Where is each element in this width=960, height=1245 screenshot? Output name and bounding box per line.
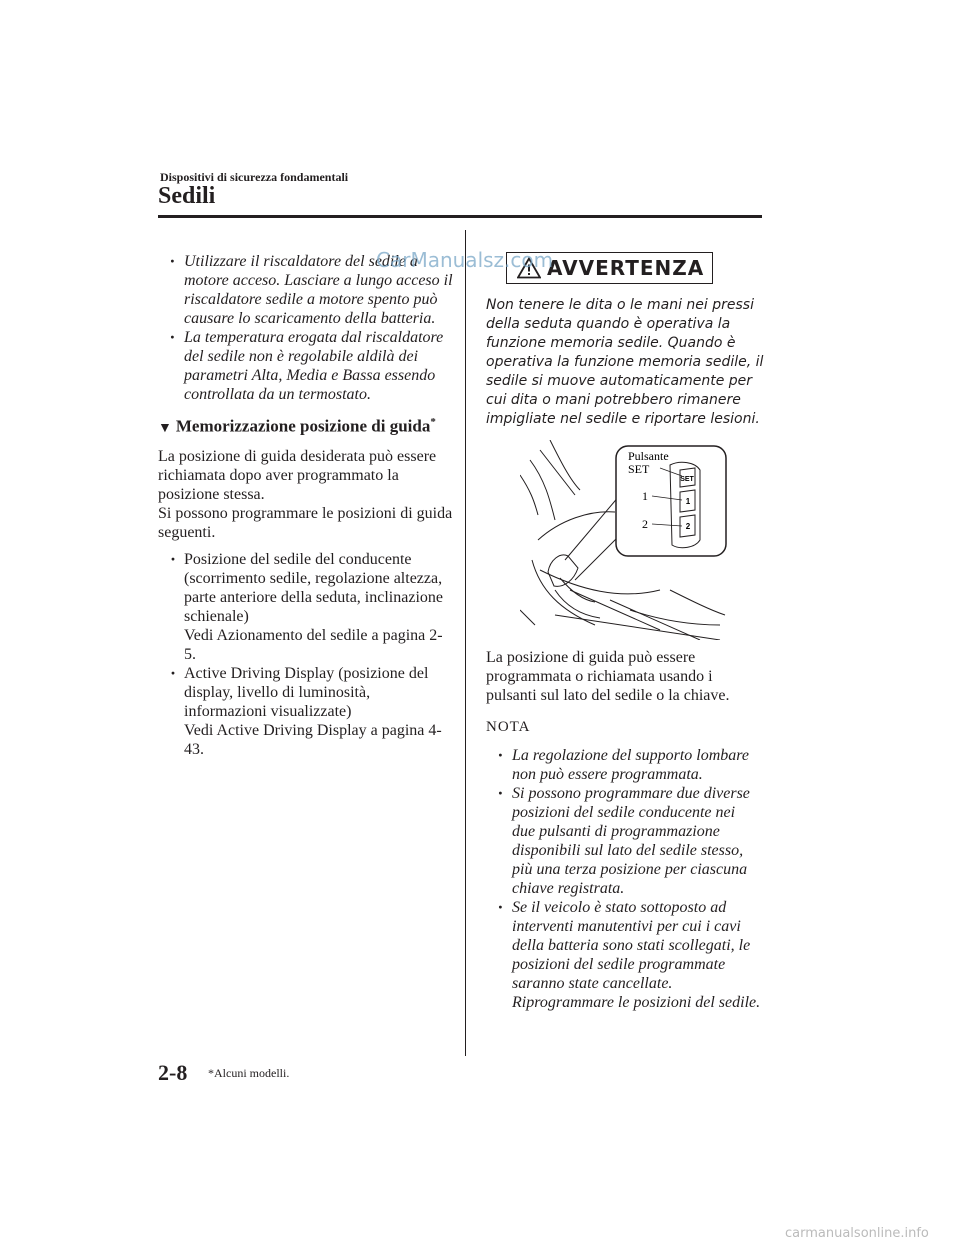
watermark-top: CarManualsz.com	[376, 248, 554, 272]
list-item: · Utilizzare il riscaldatore del sedile a motore acceso. Lasciare a lungo acceso il riscaldatore sedile a motore spento può causare lo scaricamento della batteria.	[158, 252, 454, 328]
page-reference: Vedi Azionamento del sedile a pagina 2-5.	[184, 626, 443, 663]
list-item: · Si possono programmare due diverse posizioni del sedile conducente nei due pulsanti di programmazione disponibili sul lato del sedile stesso, più una terza posizione per ciascuna chiave registrata.	[486, 784, 762, 898]
right-column	[486, 252, 766, 429]
page-reference: Vedi Active Driving Display a pagina 4-43.	[184, 721, 442, 758]
figure-label-pulsante: Pulsante	[628, 449, 669, 463]
list-item: · La temperatura erogata dal riscaldatore del sedile non è regolabile aldilà dei parametri Alta, Media e Bassa essendo controllata da un termostato.	[158, 328, 454, 404]
seat-memory-illustration	[520, 440, 730, 640]
figure-label-2: 2	[642, 517, 648, 531]
set-button-glyph: SET	[680, 476, 694, 483]
list-item-text: Posizione del sedile del conducente (scorrimento sedile, regolazione altezza, parte anteriore della seduta, inclinazione schienale)	[184, 550, 443, 625]
heater-notes-list	[158, 252, 454, 404]
watermark-bottom: carmanualsonline.info	[785, 1226, 929, 1241]
title-divider	[158, 215, 762, 218]
right-column-lower	[486, 648, 762, 1012]
triangle-down-icon: ▼	[158, 420, 172, 436]
intro-paragraph: La posizione di guida desiderata può essere richiamata dopo aver programmato la posizione stessa.	[158, 447, 437, 503]
asterisk-marker: *	[430, 416, 436, 428]
list-item-text: Active Driving Display (posizione del display, livello di luminosità, informazioni visualizzate)	[184, 664, 429, 720]
intro-paragraph: Si possono programmare le posizioni di guida seguenti.	[158, 504, 453, 541]
left-column	[158, 252, 454, 759]
section-label: Dispositivi di sicurezza fondamentali	[160, 170, 349, 184]
figure-label-set: SET	[628, 462, 650, 476]
column-divider	[465, 230, 466, 1056]
list-item	[158, 550, 454, 664]
figure-label-1: 1	[642, 489, 648, 503]
list-item: · La regolazione del supporto lombare non può essere programmata.	[486, 746, 762, 784]
button-2-glyph: 2	[685, 522, 691, 531]
warning-text: Non tenere le dita o le mani nei pressi della seduta quando è operativa la funzione memoria sedile. Quando è operativa la funzione memoria sedile, il sedile si muove automaticamente per cui dita o mani potrebbero rimanere impigliate nel sedile e riportare lesioni.	[486, 297, 764, 427]
page-number: 2-8	[158, 1060, 188, 1085]
section-heading	[158, 416, 454, 437]
programmable-list	[158, 550, 454, 759]
button-1-glyph: 1	[685, 497, 691, 506]
warning-label: AVVERTENZA	[547, 256, 705, 280]
nota-label: NOTA	[486, 719, 531, 735]
list-item: · Se il veicolo è stato sottoposto ad interventi manutentivi per cui i cavi della batteria sono stati scollegati, le posizioni del sedile programmate saranno state cancellate. Riprogrammare le posizioni del sedile.	[486, 898, 762, 1012]
body-paragraph: La posizione di guida può essere programmata o richiamata usando i pulsanti sul lato del sedile o la chiave.	[486, 649, 730, 704]
page-title: Sedili	[158, 183, 216, 209]
seat-illustration-drawing	[520, 440, 730, 640]
nota-list	[486, 746, 762, 1012]
footnote: *Alcuni modelli.	[208, 1066, 290, 1080]
heading-text: Memorizzazione posizione di guida	[175, 416, 431, 436]
list-item	[158, 664, 454, 759]
